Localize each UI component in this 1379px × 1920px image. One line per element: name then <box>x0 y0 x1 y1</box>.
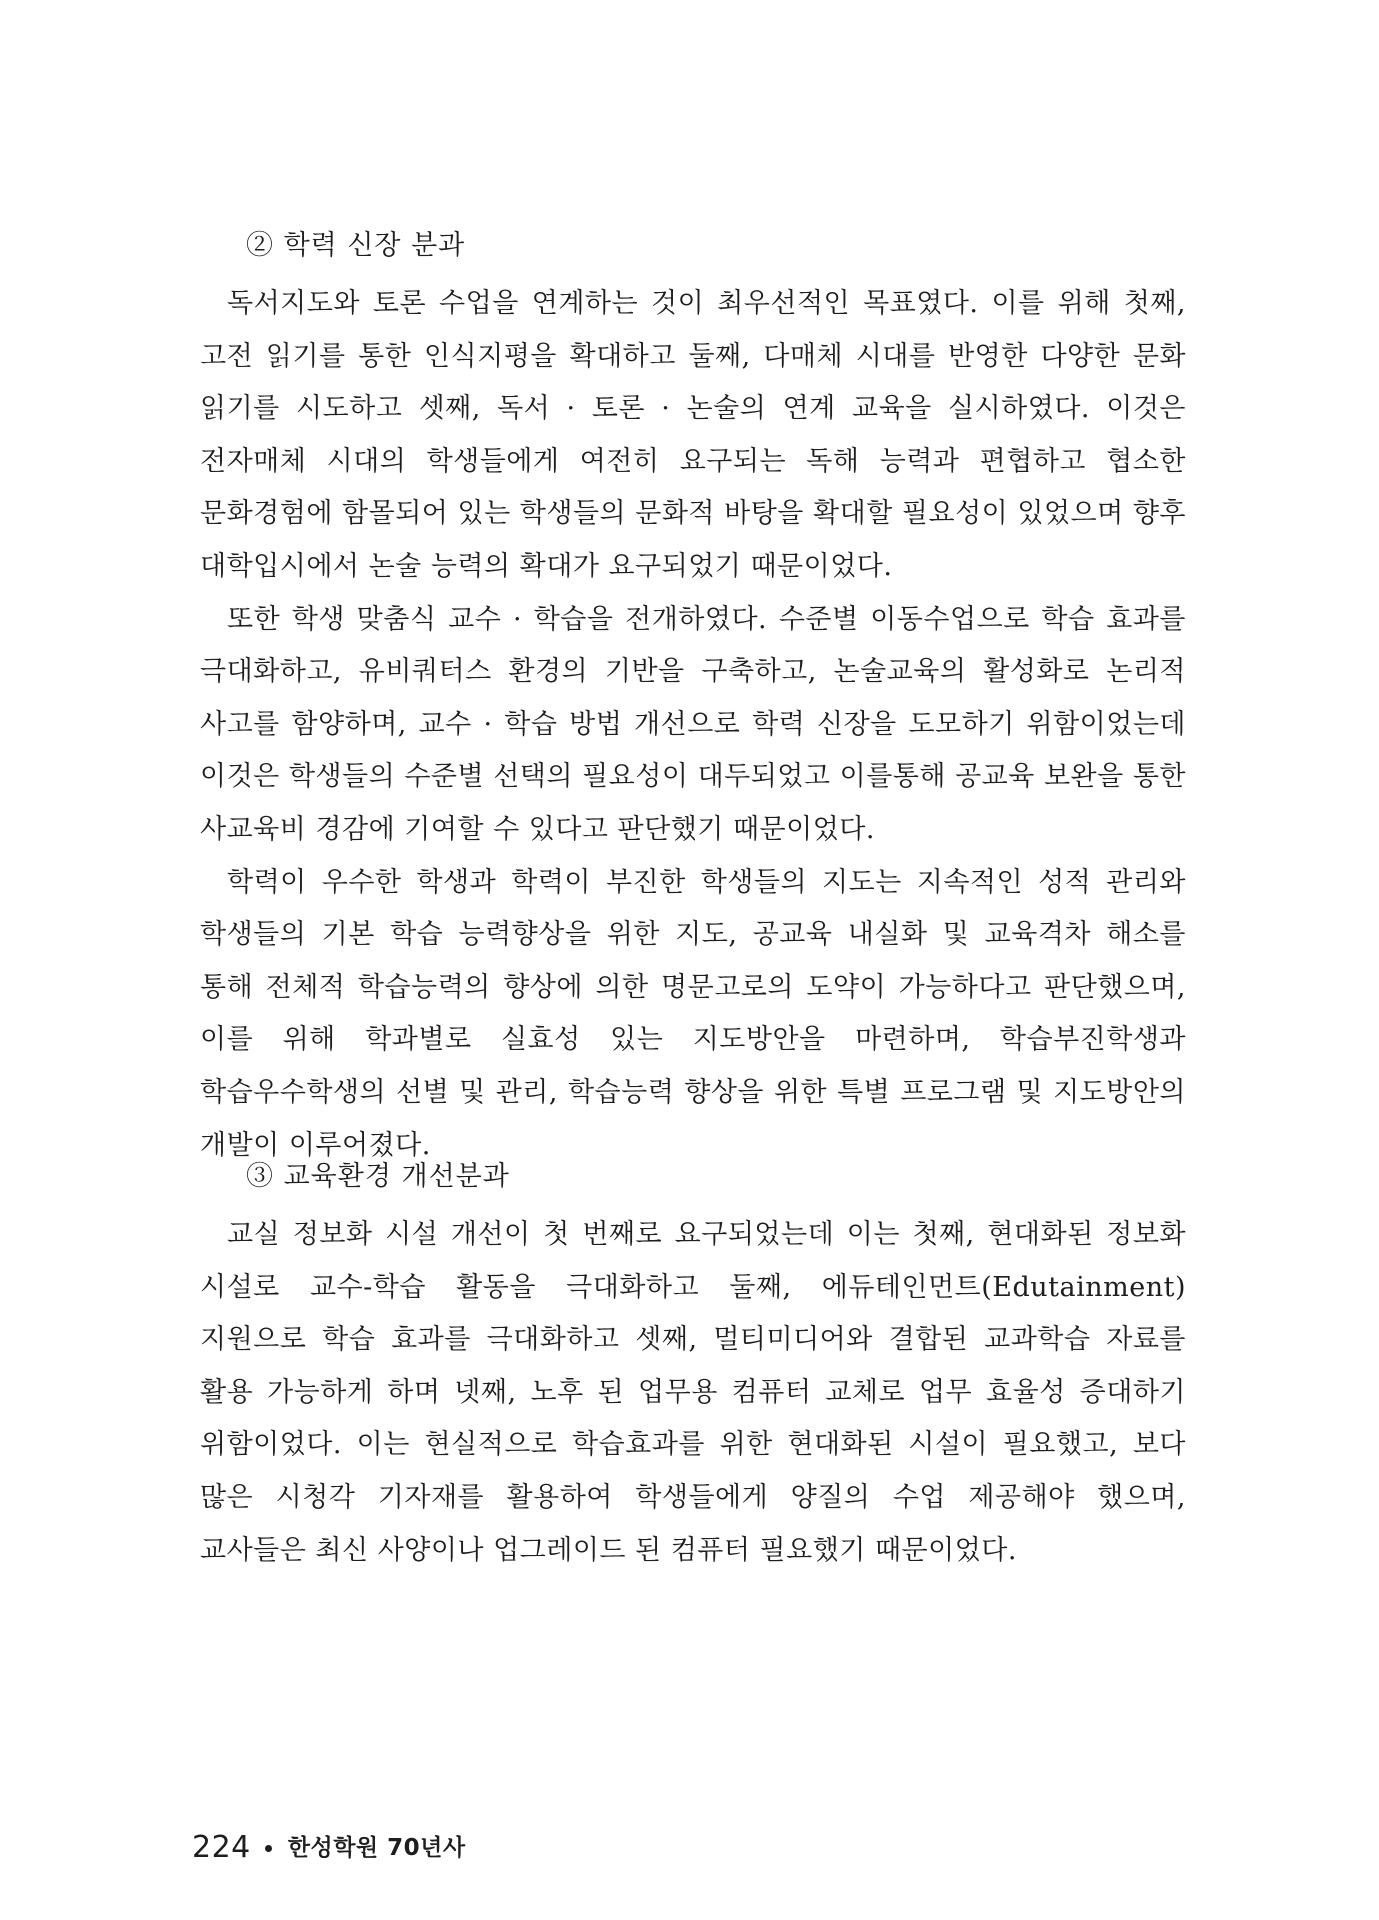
section-heading: ③ 교육환경 개선분과 <box>246 1161 510 1192</box>
paragraph: 교실 정보화 시설 개선이 첫 번째로 요구되었는데 이는 첫째, 현대화된 정보화 시설로 교수-학습 활동을 극대화하고 둘째, 에듀테인먼트(Edutainment)지원으로 학습 효과를 극대화하고 셋째, 멀티미디어와 결합된 교과학습 자료를 활용 가능하게 하며 넷째, 노후 된 업무용 컴퓨터 교체로 업무 효율성 증대하기 위함이었다. 이는 현실적으로 학습효과를 위한 현대화된 시설이 필요했고, 보다 많은 시청각 기자재를 활용하여 학생들에게 양질의 수업 제공해야 했으며, 교사들은 최신 사양이나 업그레이드 된 컴퓨터 필요했기 때문이었다. <box>200 1219 1186 1566</box>
paragraph: 또한 학생 맞춤식 교수 · 학습을 전개하였다. 수준별 이동수업으로 학습 효과를 극대화하고, 유비쿼터스 환경의 기반을 구축하고, 논술교육의 활성화로 논리적 사고를 함양하며, 교수 · 학습 방법 개선으로 학력 신장을 도모하기 위함이었는데 이것은 학생들의 수준별 선택의 필요성이 대두되었고 이를통해 공교육 보완을 통한 사교육비 경감에 기여할 수 있다고 판단했기 때문이었다. <box>200 603 1186 845</box>
page-number: 224 <box>192 1830 251 1865</box>
section-heading: ② 학력 신장 분과 <box>246 230 466 261</box>
bullet-separator-icon <box>265 1845 272 1852</box>
section-academic-improvement <box>200 228 1186 1172</box>
paragraph: 독서지도와 토론 수업을 연계하는 것이 최우선적인 목표였다. 이를 위해 첫째, 고전 읽기를 통한 인식지평을 확대하고 둘째, 다매체 시대를 반영한 다양한 문화 읽기를 시도하고 셋째, 독서 · 토론 · 논술의 연계 교육을 실시하였다. 이것은 전자매체 시대의 학생들에게 여전히 요구되는 독해 능력과 편협하고 협소한 문화경험에 함몰되어 있는 학생들의 문화적 바탕을 확대할 필요성이 있었으며 향후 대학입시에서 논술 능력의 확대가 요구되었기 때문이었다. <box>200 288 1186 582</box>
book-title: 한성학원 70년사 <box>287 1835 466 1861</box>
page-footer <box>192 1832 466 1864</box>
section-education-environment <box>200 1159 1186 1577</box>
paragraph: 학력이 우수한 학생과 학력이 부진한 학생들의 지도는 지속적인 성적 관리와 학생들의 기본 학습 능력향상을 위한 지도, 공교육 내실화 및 교육격차 해소를 통해 전체적 학습능력의 향상에 의한 명문고로의 도약이 가능하다고 판단했으며, 이를 위해 학과별로 실효성 있는 지도방안을 마련하며, 학습부진학생과 학습우수학생의 선별 및 관리, 학습능력 향상을 위한 특별 프로그램 및 지도방안의 개발이 이루어졌다. <box>200 866 1186 1161</box>
